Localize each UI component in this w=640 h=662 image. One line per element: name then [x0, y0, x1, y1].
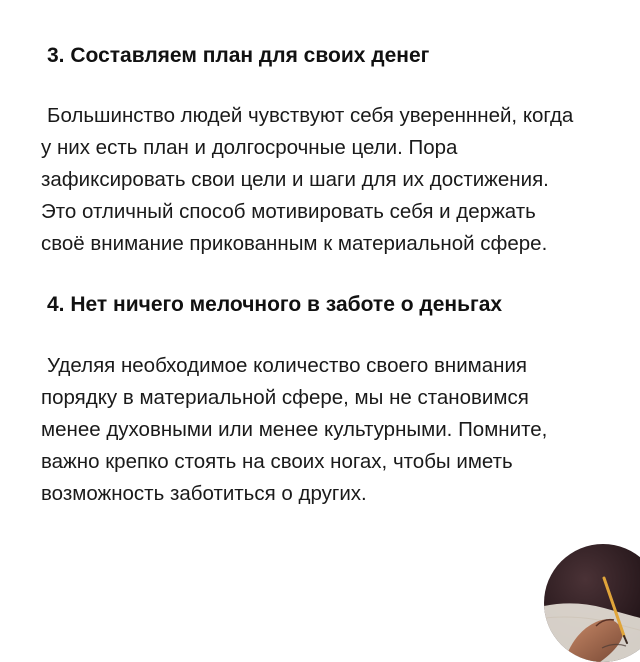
section-4-paragraph	[41, 350, 621, 510]
paragraph-line: Уделяя необходимое количество своего внимания	[47, 354, 528, 377]
paragraph-line: у них есть план и долгосрочные цели. Пора	[41, 136, 458, 159]
paragraph-line: порядку в материальной сфере, мы не становимся	[41, 386, 529, 409]
paragraph-line: Это отличный способ мотивировать себя и держать	[41, 200, 536, 223]
paragraph-line: менее духовными или менее культурными. Помните,	[41, 418, 548, 441]
section-3-paragraph	[41, 100, 621, 260]
writing-hand-photo	[544, 544, 640, 662]
paragraph-line: возможность заботиться о других.	[41, 482, 367, 505]
paragraph-line: своё внимание прикованным к материальной сфере.	[41, 232, 548, 255]
paragraph-line: Большинство людей чувствуют себя увереннней, когда	[47, 104, 574, 127]
paragraph-line: важно крепко стоять на своих ногах, чтобы иметь	[41, 450, 513, 473]
section-4-heading: 4. Нет ничего мелочного в заботе о деньгах	[47, 293, 503, 316]
paragraph-line: зафиксировать свои цели и шаги для их достижения.	[41, 168, 549, 191]
section-3-heading: 3. Составляем план для своих денег	[47, 44, 430, 67]
writing-hand-icon	[544, 544, 640, 662]
